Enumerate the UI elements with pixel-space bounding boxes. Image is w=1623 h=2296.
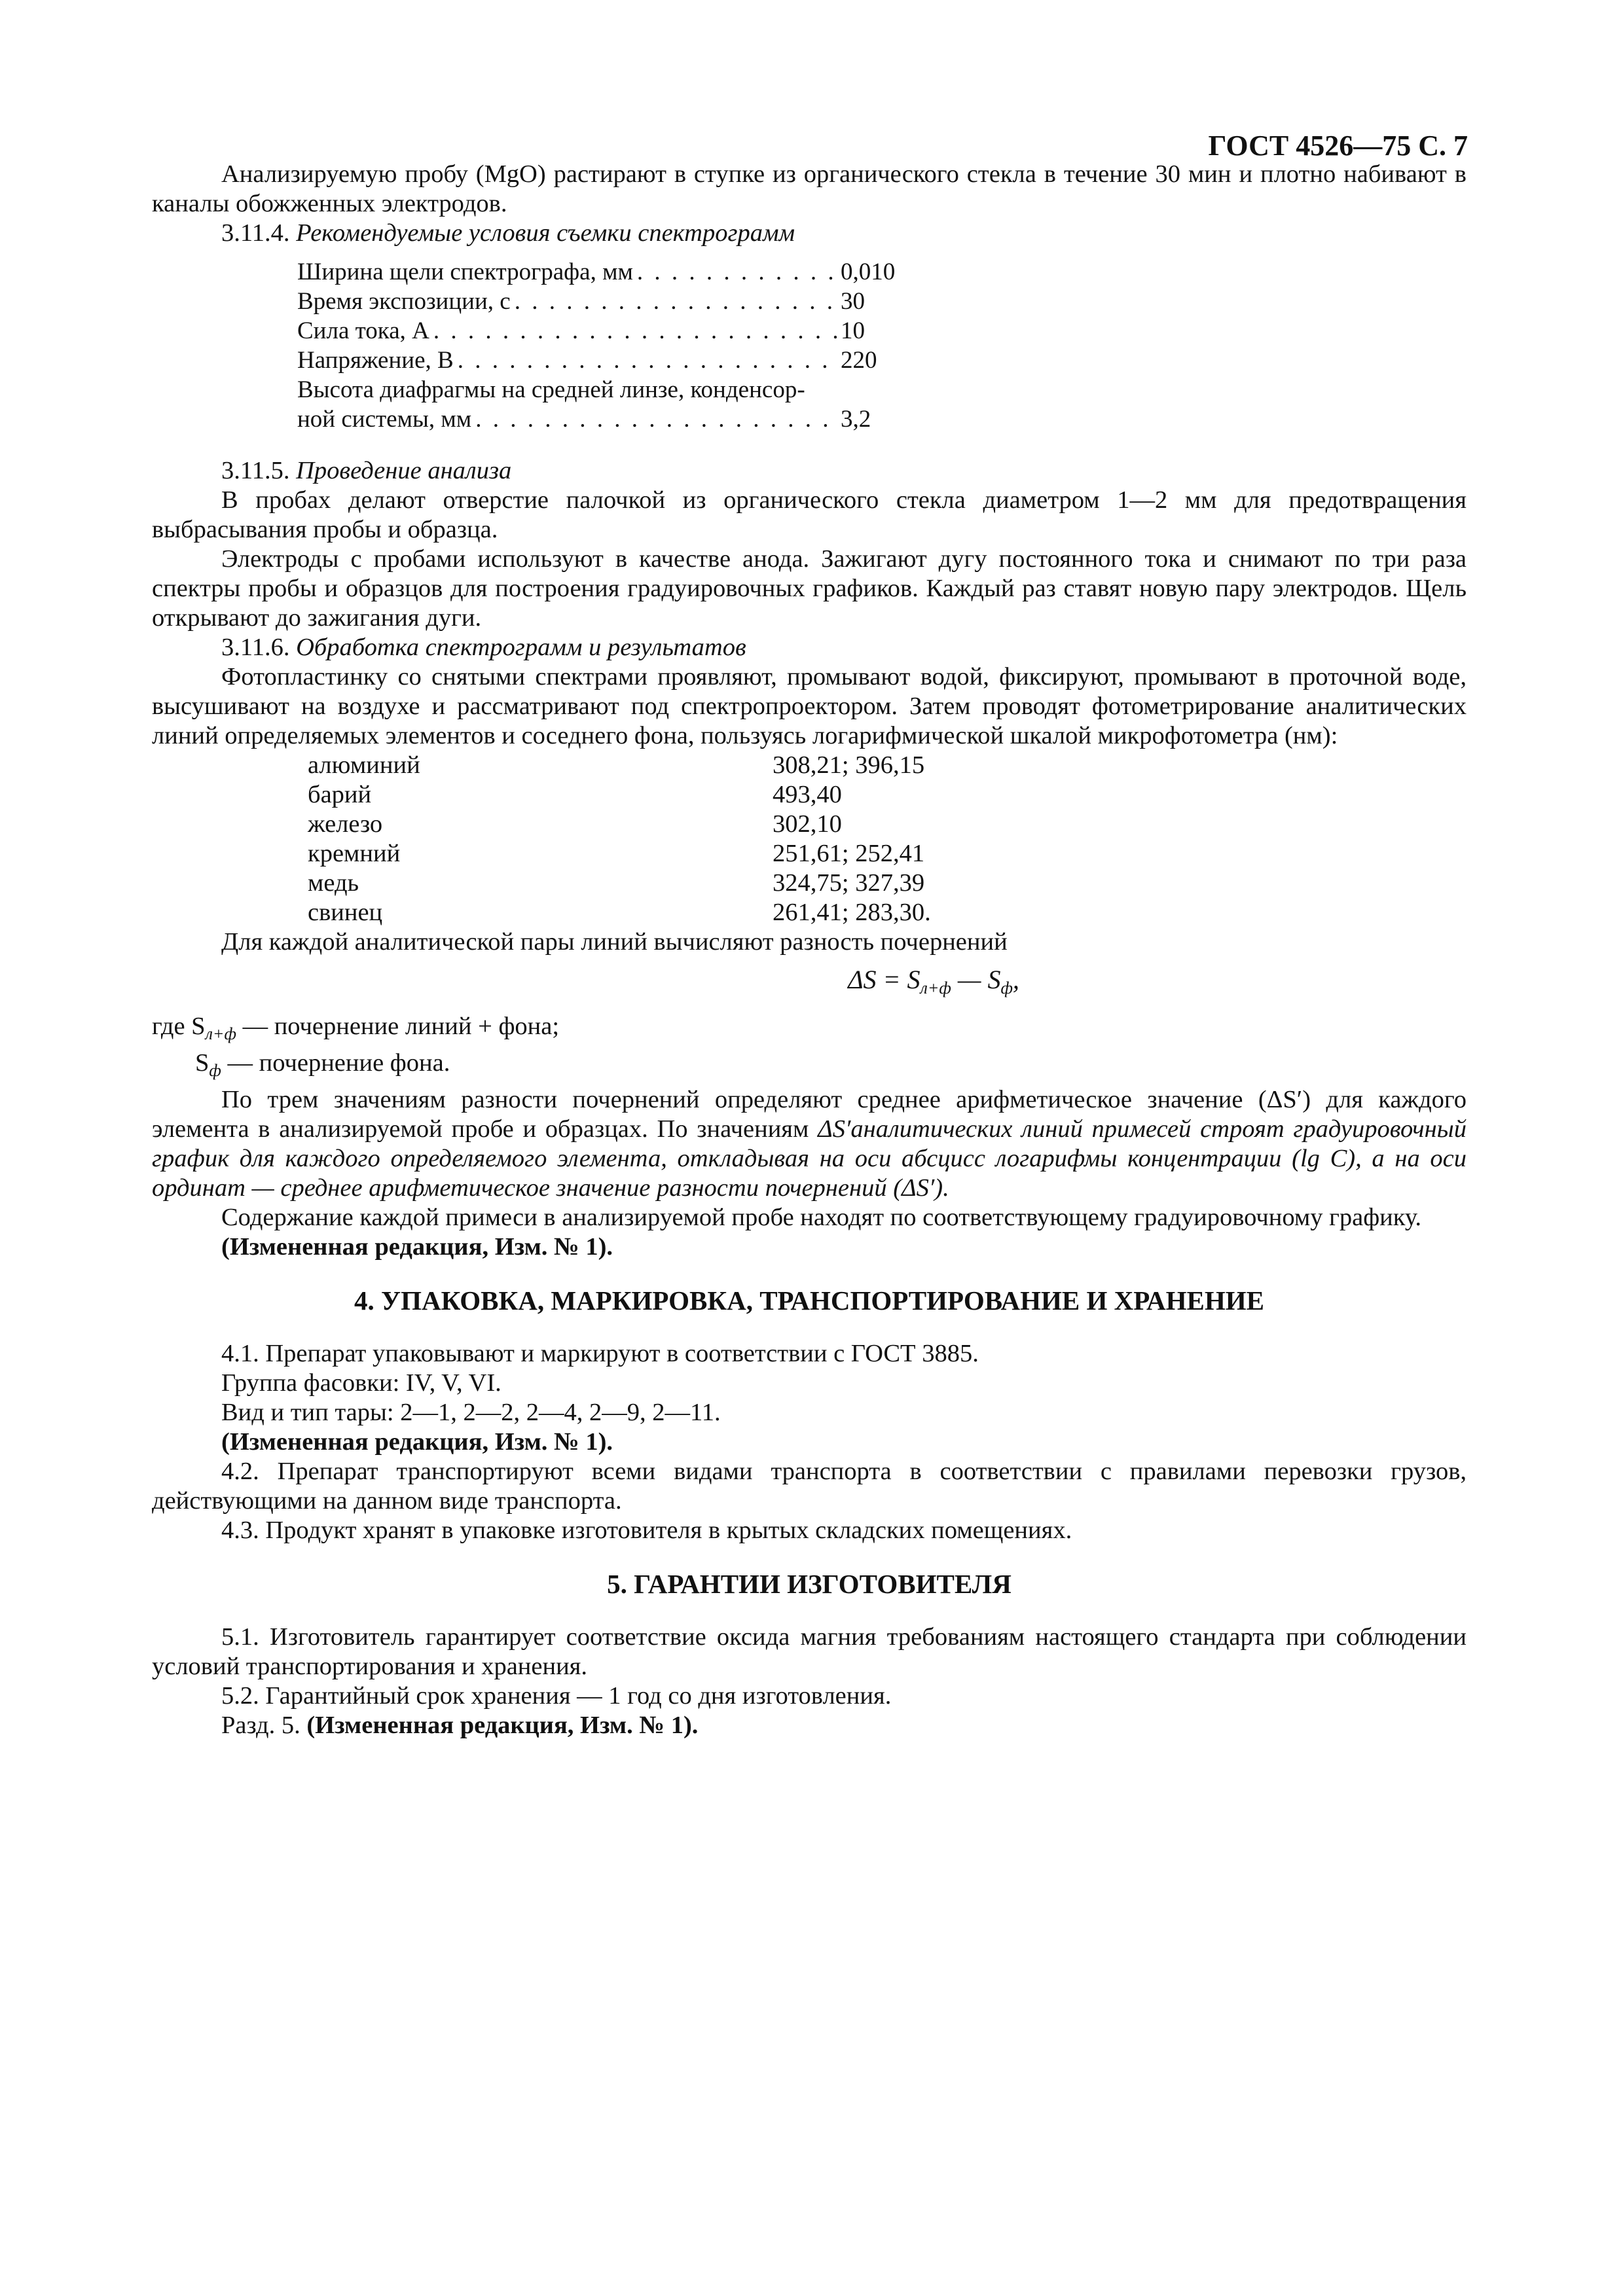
condition-value: 30 xyxy=(841,288,865,315)
section-number: 3.11.5. xyxy=(221,457,290,484)
table-row xyxy=(308,780,1093,810)
page-header: ГОСТ 4526—75 С. 7 xyxy=(1208,130,1468,162)
condition-value: 10 xyxy=(841,317,865,344)
condition-row xyxy=(297,404,900,434)
element-name: алюминий xyxy=(308,751,420,779)
element-name: кремний xyxy=(308,840,401,867)
leader-dots xyxy=(458,346,837,375)
table-row xyxy=(308,869,1093,898)
page-content xyxy=(152,124,1467,1740)
element-wavelengths: 493,40 xyxy=(773,781,842,808)
paragraph: Для каждой аналитической пары линий вычисляют разность почернений xyxy=(221,928,1008,956)
formula-mid: — S xyxy=(951,965,1001,994)
condition-value: 220 xyxy=(841,347,877,374)
where-line xyxy=(152,1049,1467,1085)
paragraph: 5.2. Гарантийный срок хранения — 1 год со дня изготовления. xyxy=(221,1682,892,1710)
paragraph: Электроды с пробами используют в качестве анода. Зажигают дугу постоянного тока и снимают по три раза спектры пробы и образцов для построения градуировочных графиков. Каждый раз ставят новую пару электродов. Щель открывают до зажигания дуги. xyxy=(152,545,1467,632)
formula-sub: л+ф xyxy=(920,978,951,997)
paragraph: В пробах делают отверстие палочкой из органического стекла диаметром 1—2 мм для предотвращения выбрасывания пробы и образца. xyxy=(152,486,1467,543)
condition-row xyxy=(297,346,900,375)
conditions-list xyxy=(297,257,900,434)
where-sub: ф xyxy=(209,1061,221,1080)
section-3-11-4-heading xyxy=(152,219,1467,248)
table-row xyxy=(308,898,1093,927)
edit-note: (Измененная редакция, Изм. № 1). xyxy=(306,1712,699,1739)
elements-table xyxy=(308,751,1093,927)
leader-dots xyxy=(475,404,837,434)
formula-sub: ф xyxy=(1000,978,1013,997)
condition-label: Сила тока, А xyxy=(297,317,429,344)
table-row xyxy=(308,839,1093,869)
element-wavelengths: 251,61; 252,41 xyxy=(773,840,925,867)
element-wavelengths: 261,41; 283,30. xyxy=(773,899,931,926)
paragraph: 4.3. Продукт хранят в упаковке изготовителя в крытых складских помещениях. xyxy=(221,1516,1072,1544)
section-3-11-6-heading xyxy=(152,633,1467,662)
table-row xyxy=(308,810,1093,839)
element-wavelengths: 308,21; 396,15 xyxy=(773,751,925,779)
formula xyxy=(152,965,1467,1003)
where-text: — почернение фона. xyxy=(221,1049,450,1077)
paragraph: Группа фасовки: IV, V, VI. xyxy=(221,1369,501,1397)
condition-value: 3,2 xyxy=(841,406,871,433)
section-title: Обработка спектрограмм и результатов xyxy=(296,634,746,661)
condition-label: Напряжение, В xyxy=(297,347,454,374)
section-number: 3.11.6. xyxy=(221,634,290,661)
intro-paragraph: Анализируемую пробу (MgO) растирают в ступке из органического стекла в течение 30 мин и плотно набивают в каналы обожженных электродов. xyxy=(152,160,1467,217)
edit-note: (Измененная редакция, Изм. № 1). xyxy=(221,1233,613,1261)
element-wavelengths: 302,10 xyxy=(773,810,842,838)
section-title: Проведение анализа xyxy=(296,457,512,484)
element-name: свинец xyxy=(308,899,383,926)
edit-note: (Измененная редакция, Изм. № 1). xyxy=(221,1428,613,1456)
paragraph xyxy=(152,1711,1467,1740)
leader-dots xyxy=(433,316,837,346)
formula-end: , xyxy=(1012,965,1019,994)
paragraph: 4.2. Препарат транспортируют всеми видами транспорта в соответствии с правилами перевозки грузов, действующими на данном виде транспорта. xyxy=(152,1458,1467,1515)
where-text: S xyxy=(195,1049,210,1077)
element-wavelengths: 324,75; 327,39 xyxy=(773,869,925,897)
element-name: железо xyxy=(308,810,383,838)
leader-dots xyxy=(637,257,837,287)
section-number: 3.11.4. xyxy=(221,219,290,247)
paragraph: Фотопластинку со снятыми спектрами проявляют, промывают водой, фиксируют, промывают в проточной воде, высушивают на воздухе и рассматривают под спектропроектором. Затем проводят фотометрирование аналитических линий определяемых элементов и соседнего фона, пользуясь логарифмической шкалой микрофотометра (нм): xyxy=(152,663,1467,749)
where-sub: л+ф xyxy=(205,1024,236,1043)
condition-row xyxy=(297,287,900,316)
avg-text-italic: ΔS′аналитических линий примесей строят градуировочный график для каждого определяемого элемента, откладывая на оси абсцисс логарифмы концентрации (lg C), а на оси ординат — среднее арифметическое значение разности почернений (ΔS′). xyxy=(152,1115,1467,1202)
section-5-heading: 5. ГАРАНТИИ ИЗГОТОВИТЕЛЯ xyxy=(607,1569,1012,1599)
table-row xyxy=(308,751,1093,780)
element-name: барий xyxy=(308,781,372,808)
condition-value: 0,010 xyxy=(841,259,896,285)
condition-label: Ширина щели спектрографа, мм xyxy=(297,259,633,285)
paragraph: 4.1. Препарат упаковывают и маркируют в соответствии с ГОСТ 3885. xyxy=(221,1340,979,1367)
paragraph: 5.1. Изготовитель гарантирует соответствие оксида магния требованиям настоящего стандарта при соблюдении условий транспортирования и хранения. xyxy=(152,1623,1467,1680)
avg-text: По трем значениям разности почернений определяют среднее арифметическое значение (ΔS′) для каждого элемента в анализируемой пробе и образцах. По значениям xyxy=(152,1086,1467,1143)
condition-label: ной системы, мм xyxy=(297,406,472,433)
element-name: медь xyxy=(308,869,359,897)
section-3-11-5-heading xyxy=(152,456,1467,486)
where-line xyxy=(152,1012,1467,1049)
condition-row xyxy=(297,316,900,346)
paragraph: Вид и тип тары: 2—1, 2—2, 2—4, 2—9, 2—11. xyxy=(221,1399,721,1426)
section-4-heading: 4. УПАКОВКА, МАРКИРОВКА, ТРАНСПОРТИРОВАНИЕ И ХРАНЕНИЕ xyxy=(354,1285,1265,1316)
razd-label: Разд. 5. xyxy=(221,1712,301,1739)
condition-row xyxy=(297,257,900,287)
condition-label: Высота диафрагмы на средней линзе, конденсор- xyxy=(297,376,805,403)
paragraph xyxy=(152,1085,1467,1203)
where-text: где S xyxy=(152,1013,206,1040)
where-text: — почернение линий + фона; xyxy=(236,1013,560,1040)
formula-lhs: ΔS = S xyxy=(848,965,921,994)
condition-label: Время экспозиции, с xyxy=(297,288,511,315)
section-title: Рекомендуемые условия съемки спектрограмм xyxy=(296,219,795,247)
condition-row xyxy=(297,375,900,404)
leader-dots xyxy=(515,287,837,316)
paragraph: Содержание каждой примеси в анализируемой пробе находят по соответствующему градуировочному графику. xyxy=(221,1204,1421,1231)
